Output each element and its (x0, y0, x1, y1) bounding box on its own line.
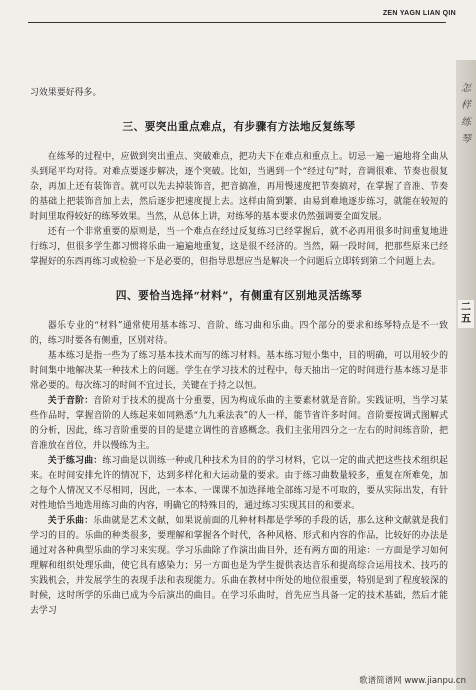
section-heading-3: 三、要突出重点难点，有步骤有方法地反复练琴 (122, 121, 356, 133)
paragraph: 器乐专业的“材料”通常使用基本练习、音阶、练习曲和乐曲。四个部分的要求和练琴特点是不一致的，练习时要各有侧重，区别对待。 (30, 321, 448, 346)
paragraph-lead: 关于音阶： (47, 396, 94, 406)
paragraph: 还有一个非常重要的原则是，当一个难点在经过反复练习已经掌握后，就不必再用很多时间重复地进行练习，但很多学生都习惯将乐曲一遍遍地重复，这是很不经济的。当然，隔一段时间，把那些原来已经掌握好的东西再练习或检验一下是必要的，但指导思想应当是解决一个问题后立即转到第二个问题上去。 (30, 227, 448, 267)
paragraph: 在练琴的过程中，应做到突出重点、突破难点，把功夫下在难点和重点上。切忌一遍一遍地将全曲从头到尾平均对待。对难点要逐步解决，逐个突破。比如，当遇到一个“经过句”时，音调很难、节奏也很复杂，再加上还有装饰音。就可以先去掉装饰音，把音搞准，再用慢速度把节奏搞对，在掌握了音准、节奏的基础上把装饰音加上去，然后逐步把速度提上去。这样由简到繁、由易到难地逐步练习，就能在较短的时间里取得较好的练琴效果。当然，从总体上讲，对练琴的基本要求仍然强调要全面发展。 (30, 152, 448, 222)
paragraph-text: 音阶对于技术的提高十分重要，因为构成乐曲的主要素材就是音阶。实践证明，当学习某些作品时，掌握音阶的人练起来如同熟悉“九九乘法表”的人一样，能节省许多时间。音阶要按调式图解式的分析，因此，练习音阶重要的目的是建立调性的音感概念。我们主张用四分之一左右的时间练音阶，把音准放在首位，并以慢练为主。 (30, 396, 448, 451)
paragraph (30, 394, 448, 454)
paragraph-lead: 关于乐曲： (47, 516, 94, 526)
paragraph: 基本练习是指一些为了练习基本技术而写的练习材料。基本练习短小集中，目的明确，可以用较少的时间集中地解决某一种技术上的问题。学生在学习技术的过程中，每天抽出一定的时间进行基本练习是非常必要的。每次练习的时间不宜过长，关键在于持之以恒。 (30, 351, 448, 391)
header-rule (28, 22, 446, 23)
section-heading-4: 四、要恰当选择“材料”，有侧重有区别地灵活练琴 (115, 290, 363, 302)
site-watermark: 歌谱简谱网 www.jianpu.cn (359, 676, 466, 686)
paragraph-text: 乐曲就是艺术文献，如果说前面的几种材料都是学琴的手段的话，那么这种文献就是我们学习的目的。乐曲的种类很多，要理解和掌握各个时代，各种风格、形式和内容的作品，比较好的办法是通过对各种典型乐曲的学习来实现。学习乐曲除了作演出曲目外，还有两方面的用途：一方面是学习如何理解和组织处理乐曲，使它具有感染力；另一方面也是为学生提供表达音乐和提高综合运用技术、技巧的实践机会，并发展学生的表现手法和表现能力。乐曲在教材中所处的地位很重要，特别是到了程度较深的时候，这时所学的乐曲已成为今后演出的曲目。在学习乐曲时，首先应当具备一定的技术基础，然后才能去学习 (30, 516, 448, 616)
side-tab-strip (456, 60, 476, 690)
paragraph-text: 练习曲是以训练一种或几种技术为目的的学习材料，它以一定的曲式把这些技术组织起来。在时间安排允许的情况下，达到多样化和大运动量的要求。由于练习曲数量较多，重复在所难免，加之每个人情况又不尽相同，因此，一本本、一课课不加选择地全部练习是不可取的，要从实际出发，有针对性地恰当地选用练习曲的内容，明确它的特殊目的，通过练习实现其目的和要求。 (30, 456, 448, 511)
running-header: ZEN YAGN LIAN QIN (382, 10, 456, 17)
body-text (30, 86, 448, 619)
paragraph (30, 454, 448, 514)
paragraph: 习效果要好得多。 (30, 88, 102, 98)
paragraph-lead: 关于练习曲： (47, 456, 103, 466)
side-tab-title: 怎样练琴 (461, 83, 471, 145)
page-number: 二五 (458, 300, 474, 328)
paragraph (30, 514, 448, 619)
